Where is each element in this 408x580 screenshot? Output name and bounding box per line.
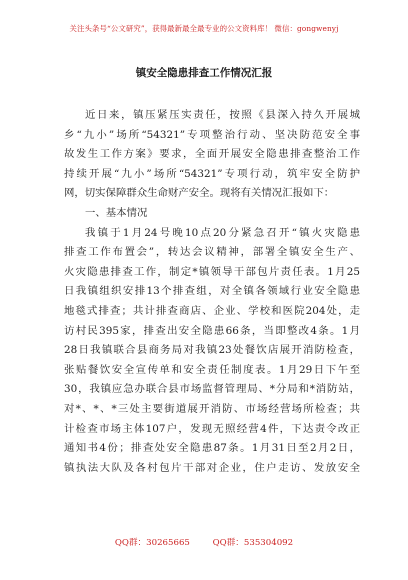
paragraph-line: 日我镇组织安排13个排查组，对全镇各领域行业安全隐患 bbox=[64, 285, 360, 298]
footer-qq-group-2: QQ群：535304092 bbox=[212, 538, 294, 548]
footer-qq-group-1: QQ群：30265665 bbox=[114, 538, 190, 548]
paragraph-line: 30，我镇应急办联合县市场监督管理局、*分局和*消防站， bbox=[64, 383, 360, 396]
paragraph-line: 近日来，镇压紧压实责任，按照《县深入持久开展城 bbox=[85, 109, 360, 121]
paragraph-line: 网，切实保障群众生命财产安全。现将有关情况汇报如下： bbox=[64, 187, 335, 200]
paragraph-line: 火灾隐患排查工作，制定*镇领导干部包片责任表。1月25 bbox=[64, 265, 360, 278]
section-heading: 一、基本情况 bbox=[85, 206, 148, 219]
footer-contact-bar bbox=[0, 537, 408, 549]
paragraph-line: 通知书4份；排查处安全隐患87条。1月31日至2月2日， bbox=[64, 442, 360, 455]
paragraph-line: 28日我镇联合县商务局对我镇23处餐饮店展开消防检查， bbox=[64, 344, 360, 357]
header-banner: 关注头条号“公文研究”，获得最新最全最专业的公文资料库！ 微信：gongwenyj bbox=[69, 24, 339, 33]
paragraph-line: 对*、*、*三处主要街道展开消防、市场经营场所检查；共 bbox=[64, 402, 360, 415]
paragraph-line: 排查工作布置会”，转达会议精神，部署全镇安全生产、 bbox=[64, 246, 360, 259]
paragraph-line: 乡“九小”场所“54321”专项整治行动、坚决防范安全事 bbox=[64, 128, 360, 141]
paragraph-line: 访村民395家，排查出安全隐患66条，当即整改4条。1月 bbox=[64, 324, 360, 337]
paragraph-line: 张贴餐饮安全宣传单和安全责任制度表。1月29日下午至 bbox=[64, 363, 360, 376]
paragraph-line: 计检查市场主体107户，发现无照经营4件，下达责令改正 bbox=[64, 422, 360, 435]
document-body bbox=[64, 106, 360, 478]
paragraph-line: 持续开展“九小”场所“54321”专项行动，筑牢安全防护 bbox=[64, 167, 360, 180]
paragraph-line: 镇执法大队及各村包片干部对企业，住户走访、发放安全 bbox=[64, 461, 360, 474]
page-title: 镇安全隐患排查工作情况汇报 bbox=[135, 67, 273, 79]
paragraph-line: 地毯式排查；共计排查商店、企业、学校和医院204处，走 bbox=[64, 304, 360, 317]
paragraph-line: 故发生工作方案》要求，全面开展安全隐患排查整治工作 bbox=[64, 148, 360, 161]
paragraph-line: 我镇于1月24号晚10点20分紧急召开“镇火灾隐患 bbox=[85, 226, 360, 239]
